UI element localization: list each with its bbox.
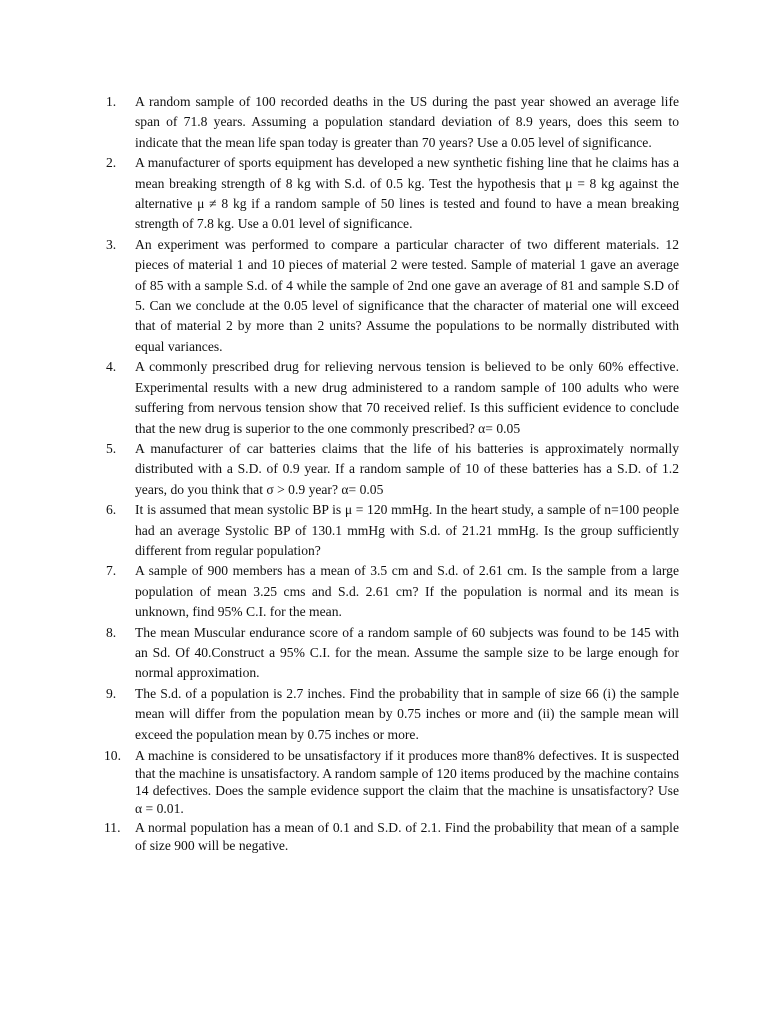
question-item [106, 357, 679, 439]
question-item [106, 561, 679, 622]
question-item [106, 623, 679, 684]
question-number: 8. [106, 624, 117, 640]
question-text: An experiment was performed to compare a particular character of two different materials. 12 pieces of material 1 and 10 pieces of material 2 were tested. Sample of material 1 gave an average of 85 with a sample S.d. of 4 while the sample of 2nd one gave an average of 81 and sample S.D of 5. Can we conclude at the 0.05 level of significance that the character of material one will exceed that of material 2 by more than 2 units? Assume the populations to be normally distributed with equal variances. [135, 236, 679, 354]
question-item [106, 92, 679, 153]
question-number: 10. [104, 748, 121, 763]
question-text: A manufacturer of sports equipment has developed a new synthetic fishing line that he claims has a mean breaking strength of 8 kg with S.d. of 0.5 kg. Test the hypothesis that μ = 8 kg against the alternative μ ≠ 8 kg if a random sample of 50 lines is tested and found to have a mean breaking strength of 7.8 kg. Use a 0.01 level of significance. [135, 155, 679, 232]
question-text: A manufacturer of car batteries claims that the life of his batteries is approximately normally distributed with a S.D. of 0.9 year. If a random sample of 10 of these batteries has a S.D. of 1.2 years, do you think that σ > 0.9 year? α= 0.05 [135, 440, 679, 497]
question-text: The S.d. of a population is 2.7 inches. Find the probability that in sample of size 66 (i) the sample mean will differ from the population mean by 0.75 inches or more and (ii) the sample mean will exceed the population mean by 0.75 inches or more. [135, 685, 679, 742]
question-item [106, 819, 679, 854]
question-item [106, 439, 679, 500]
question-number: 3. [106, 236, 117, 252]
question-item [106, 500, 679, 561]
question-number: 2. [106, 155, 117, 171]
question-text: The mean Muscular endurance score of a random sample of 60 subjects was found to be 145 with an Sd. Of 40.Construct a 95% C.I. for the mean. Assume the sample size to be large enough for normal approximation. [135, 624, 679, 681]
question-list [106, 92, 679, 854]
question-item [106, 153, 679, 235]
question-text: A sample of 900 members has a mean of 3.5 cm and S.d. of 2.61 cm. Is the sample from a large population of mean 3.25 cms and S.d. 2.61 cm? If the population is normal and its mean is unknown, find 95% C.I. for the mean. [135, 563, 679, 620]
question-number: 6. [106, 502, 117, 518]
question-number: 11. [104, 820, 121, 835]
question-item [106, 235, 679, 357]
question-text: A normal population has a mean of 0.1 and S.D. of 2.1. Find the probability that mean of a sample of size 900 will be negative. [135, 820, 679, 853]
question-number: 7. [106, 563, 117, 579]
question-text: A random sample of 100 recorded deaths in the US during the past year showed an average life span of 71.8 years. Assuming a population standard deviation of 8.9 years, does this seem to indicate that the mean life span today is greater than 70 years? Use a 0.05 level of significance. [135, 94, 679, 150]
question-number: 9. [106, 685, 117, 701]
question-text: A commonly prescribed drug for relieving nervous tension is believed to be only 60% effective. Experimental results with a new drug administered to a random sample of 100 adults who were suffering from nervous tension show that 70 received relief. Is this sufficient evidence to conclude that the new drug is superior to the one commonly prescribed? α= 0.05 [135, 359, 679, 436]
question-number: 4. [106, 359, 117, 375]
question-item [106, 684, 679, 745]
question-text: It is assumed that mean systolic BP is μ = 120 mmHg. In the heart study, a sample of n=100 people had an average Systolic BP of 130.1 mmHg with S.d. of 21.21 mmHg. Is the group sufficiently different from regular population? [135, 502, 679, 558]
question-text: A machine is considered to be unsatisfactory if it produces more than8% defectives. It is suspected that the machine is unsatisfactory. A random sample of 120 items produced by the machine contains 14 defectives. Does the sample evidence support the claim that the machine is unsatisfactory? Use α = 0.01. [135, 748, 679, 816]
question-number: 1. [106, 94, 117, 109]
question-number: 5. [106, 440, 117, 456]
question-item [106, 747, 679, 817]
